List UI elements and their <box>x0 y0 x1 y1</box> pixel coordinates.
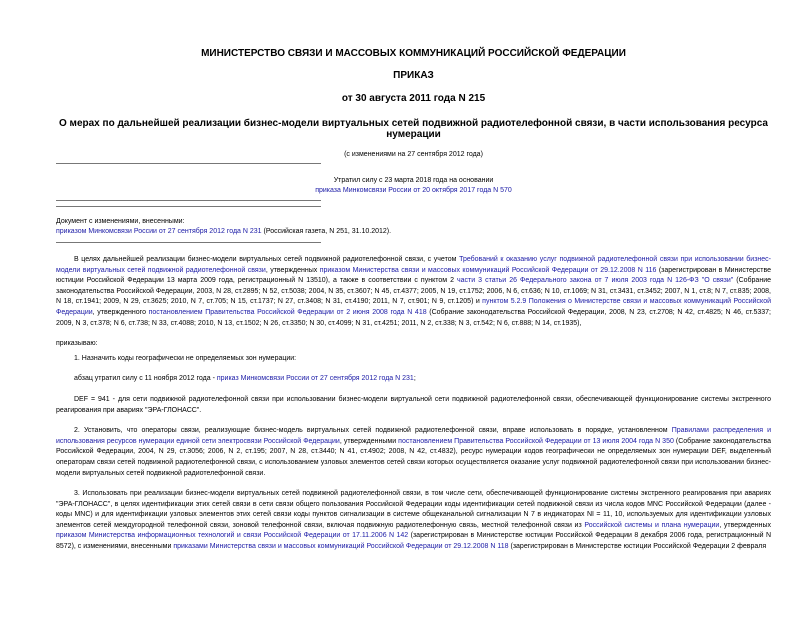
text-run: (Собрание законодательства Российской Федерации, 2003, N 28, ст.2895; N 52, ст.5038; 2004, N 35, ст.3607; N 45, ст.4377; 2005, N 19, ст.1752; 2006, N 6, ст.636; N 10, ст.1069; N 31, ст.3431, ст.3452; 2007, N 1, ст.8; N 7, ст.835; 2008, N 18, ст.1941; 2009, N 29, ст.3625; 2010, N 7, ст.705; N 15, ст.1737; N 27, ст.3408; N 31, ст.4190; 2011, N 7, ст.901; N 9, ст.1205) и <box>56 277 771 306</box>
text-run: 2. Установить, что операторы связи, реализующие бизнес-модель виртуальных сетей подвижной радиотелефонной связи, вправе использовать в порядке, установленном <box>74 427 672 435</box>
reference-link[interactable]: пунктом 5.2.9 Положения о Министерстве связи и массовых коммуникаций Российской Федерации <box>56 298 772 316</box>
preamble-paragraph <box>56 255 771 329</box>
reference-link[interactable]: части 3 статьи 26 Федерального закона от 7 июля 2003 года N 126-ФЗ "О связи" <box>457 277 734 285</box>
separator-rule <box>56 206 321 207</box>
text-run: 3. Использовать при реализации бизнес-модели виртуальных сетей подвижной радиотелефонной связи, в том числе сети, обеспечивающей функционирование системы экстренного реагирования при авариях "ЭРА-ГЛОНАСС", в целях идентификации этих сетей связи в сети связи общего пользования Российской Федерации коды идентификации сетей подвижной связи из числа кодов MNC Российской Федерации (далее - коды MNC) и для идентификации узловых элементов этих сетей связи коды пунктов сигнализации в системе общеканальной сигнализации N 7 в индикаторах NI = 11, 10, используемых для идентификации узловых элементов сетей междугородной телефонной связи, зоновой телефонной связи, включая подвижную радиотелефонную связь, местной телефонной связи из <box>56 490 771 529</box>
date-number-heading: от 30 августа 2011 года N 215 <box>341 93 486 104</box>
reference-link[interactable]: приказом Министерства информационных технологий и связи Российской Федерации от 17.11.2006 N 142 <box>56 532 409 540</box>
revision-note: (с изменениями на 27 сентября 2012 года) <box>344 151 483 158</box>
text-run: (зарегистрирован в Министерстве юстиции Российской Федерации 2 февраля <box>508 543 767 551</box>
item-1-note <box>56 374 771 385</box>
text-run: , утвержденных <box>265 266 320 274</box>
amendments-line <box>56 227 771 237</box>
reference-link[interactable]: Правилами распределения и использования ресурсов нумерации единой сети электросвязи Российской Федерации <box>56 427 771 445</box>
doc-type-heading: ПРИКАЗ <box>393 70 434 81</box>
reference-link[interactable]: приказ Минкомсвязи России от 27 сентября 2012 года N 231 <box>216 375 414 383</box>
text-run: , утвержденного <box>92 308 149 316</box>
lost-force-basis-link[interactable]: приказа Минкомсвязи России от 20 октября 2017 года N 570 <box>315 187 512 194</box>
reference-link[interactable]: приказом Министерства связи и массовых коммуникаций Российской Федерации от 29.12.2008 N 116 <box>319 266 657 274</box>
text-run: , утвержденными <box>339 437 399 445</box>
item-3 <box>56 489 771 553</box>
text-run: , утвержденных <box>719 521 771 529</box>
text-run: ; <box>413 375 416 383</box>
item-2 <box>56 426 771 479</box>
document-page <box>0 48 807 619</box>
text-run: (Собрание законодательства Российской Федерации, 2004, N 29, ст.3056; 2006, N 2, ст.195; 2007, N 28, ст.3440; N 41, ст.4902; 2008, N 42, ст.4832), ресурс нумерации кодов географически не определяемых зон нумерации DEF, выделенный операторам связи сетей подвижной радиотелефонной связи, с использованием узловых элементов сетей связи которых осуществляется оказание услуг подвижной радиотелефонной связи при использовании бизнес-модели виртуальных сетей подвижной радиотелефонной связи. <box>56 437 772 477</box>
reference-link[interactable]: Российской системы и плана нумерации <box>584 521 720 529</box>
item-1: 1. Назначить коды географически не определяемых зон нумерации: <box>74 354 297 362</box>
document-title: О мерах по дальнейшей реализации бизнес-модели виртуальных сетей подвижной радиотелефонной связи, в части использования ресурса нумерации <box>59 118 768 140</box>
text-run: абзац утратил силу с 11 ноября 2012 года - <box>74 375 217 383</box>
ministry-heading: МИНИСТЕРСТВО СВЯЗИ И МАССОВЫХ КОММУНИКАЦИЙ РОССИЙСКОЙ ФЕДЕРАЦИИ <box>201 48 626 59</box>
separator-rule <box>56 242 321 243</box>
order-word: приказываю: <box>56 340 98 348</box>
reference-link[interactable]: постановлением Правительства Российской Федерации от 13 июля 2004 года N 350 <box>398 437 674 445</box>
text-run: (зарегистрирован в Министерстве юстиции Российской Федерации 13 марта 2009 года, регистрационный N 13510), а также в соответствии с пунктом 2 <box>56 266 771 285</box>
reference-link[interactable]: приказами Министерства связи и массовых коммуникаций Российской Федерации от 29.12.2008 N 118 <box>173 543 509 551</box>
text-run: В целях дальнейшей реализации бизнес-модели виртуальных сетей подвижной радиотелефонной связи, с учетом <box>74 256 460 263</box>
amendment-source: (Российская газета, N 251, 31.10.2012). <box>261 228 392 235</box>
def-941-line: DEF = 941 - для сети подвижной радиотелефонной связи при использовании бизнес-модели виртуальной сети подвижной радиотелефонной связи, обеспечивающей функционирование системы экстренного реагирования при авариях "ЭРА-ГЛОНАСС". <box>56 395 771 414</box>
separator-rule <box>56 163 321 164</box>
text-run: (Собрание законодательства Российской Федерации, 2008, N 23, ст.2708; N 42, ст.4825; N 46, ст.5337; 2009, N 3, ст.378; N 6, ст.738; N 33, ст.4088; 2010, N 13, ст.1502; N 26, ст.3350; N 30, ст.4099; N 31, ст.4251; 2011, N 2, ст.338; N 3, ст.542; N 6, ст.888; N 14, ст.1935), <box>56 308 772 327</box>
reference-link[interactable]: постановлением Правительства Российской Федерации от 2 июня 2008 года N 418 <box>148 308 427 316</box>
lost-force-text: Утратил силу с 23 марта 2018 года на основании <box>333 177 494 184</box>
separator-rule <box>56 200 321 201</box>
amendment-link[interactable]: приказом Минкомсвязи России от 27 сентября 2012 года N 231 <box>56 228 262 235</box>
reference-link[interactable]: Требований к оказанию услуг подвижной радиотелефонной связи при использовании бизнес-модели виртуальных сетей подвижной радиотелефонной связи <box>56 256 772 274</box>
text-run: (зарегистрирован в Министерстве юстиции Российской Федерации 8 декабря 2006 года, регистрационный N 8572), с изменениями, внесенными <box>56 532 772 551</box>
amendments-intro: Документ с изменениями, внесенными: <box>56 218 185 225</box>
